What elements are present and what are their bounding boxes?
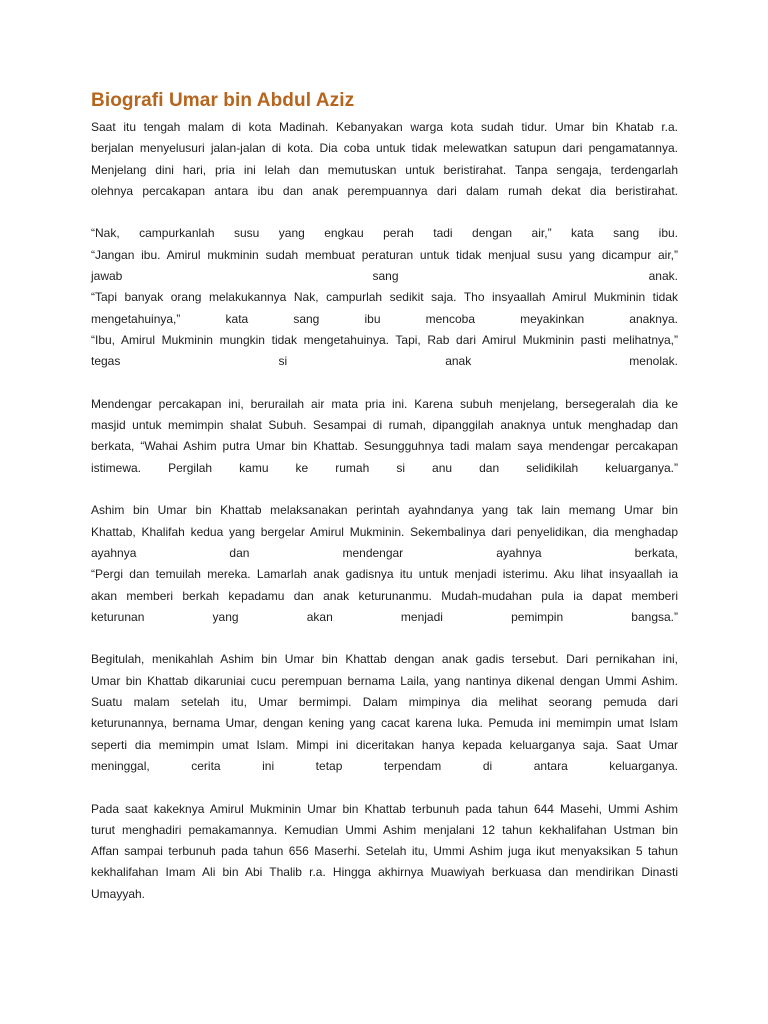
text-line: meninggal, cerita ini tetap terpendam di antara keluarganya. <box>91 758 678 773</box>
document-title: Biografi Umar bin Abdul Aziz <box>91 90 355 111</box>
text-line: keturunan yang akan menjadi pemimpin bangsa.” <box>91 609 678 624</box>
text-line: Umayyah. <box>91 886 146 901</box>
document-page <box>91 89 678 926</box>
text-line: seperti dia memimpin umat Islam. Mimpi ini diceritakan hanya kepada keluarganya saja. Saat Umar <box>91 737 678 752</box>
text-line: ayahnya dan mendengar ayahnya berkata, <box>91 545 678 560</box>
paragraph <box>91 223 678 372</box>
text-line: Saat itu tengah malam di kota Madinah. Kebanyakan warga kota sudah tidur. Umar bin Khatab r.a. <box>91 120 678 134</box>
text-line: “Nak, campurkanlah susu yang engkau perah tadi dengan air,” kata sang ibu. <box>91 226 678 241</box>
text-line: Menjelang dini hari, pria ini lelah dan memutuskan untuk beristirahat. Tanpa sengaja, terdengarlah <box>91 162 678 177</box>
text-line: mengetahuinya,” kata sang ibu mencoba meyakinkan anaknya. <box>91 311 678 326</box>
text-line: berkata, “Wahai Ashim putra Umar bin Khattab. Sesungguhnya tadi malam saya mendengar percakapan <box>91 439 678 454</box>
text-line: Pada saat kakeknya Amirul Mukminin Umar bin Khattab terbunuh pada tahun 644 Masehi, Ummi Ashim <box>91 801 678 816</box>
text-line: keturunannya, bernama Umar, dengan kening yang cacat karena luka. Pemuda ini memimpin umat Islam <box>91 716 678 731</box>
text-line: tegas si anak menolak. <box>91 354 678 369</box>
text-line: Khattab, Khalifah kedua yang bergelar Amirul Mukminin. Sekembalinya dari penyelidikan, dia menghadap <box>91 524 678 539</box>
text-line: Mendengar percakapan ini, berurailah air mata pria ini. Karena subuh menjelang, bersegeralah dia ke <box>91 396 678 411</box>
paragraph <box>91 649 678 777</box>
text-line: “Pergi dan temuilah mereka. Lamarlah anak gadisnya itu untuk menjadi isterimu. Aku lihat insyaallah ia <box>91 567 678 582</box>
text-line: kekhalifahan Imam Ali bin Abi Thalib r.a. Hingga akhirnya Muawiyah berkuasa dan mendirikan Dinasti <box>91 865 678 880</box>
paragraph <box>91 117 678 202</box>
text-line: Ashim bin Umar bin Khattab melaksanakan perintah ayahndanya yang tak lain memang Umar bin <box>91 503 678 518</box>
text-line: “Tapi banyak orang melakukannya Nak, campurlah sedikit saja. Tho insyaallah Amirul Mukminin tidak <box>91 290 678 305</box>
paragraph <box>91 394 678 479</box>
text-line: olehnya percakapan antara ibu dan anak perempuannya dari dalam rumah dekat dia beristirahat. <box>91 183 678 198</box>
text-line: Umar bin Khattab dikaruniai cucu perempuan bernama Laila, yang nantinya dikenal dengan Ummi Ashim. <box>91 673 678 688</box>
document-body <box>91 117 678 905</box>
text-line: turut menghadiri pemakamannya. Kemudian Ummi Ashim menjalani 12 tahun kekhalifahan Ustman bin <box>91 822 678 837</box>
text-line: Begitulah, menikahlah Ashim bin Umar bin Khattab dengan anak gadis tersebut. Dari pernikahan ini, <box>91 652 678 667</box>
text-line: berjalan menyelusuri jalan-jalan di kota. Dia coba untuk tidak melewatkan satupun dari pengamatannya. <box>91 141 678 156</box>
text-line: “Jangan ibu. Amirul mukminin sudah membuat peraturan untuk tidak menjual susu yang dicampur air,” <box>91 247 678 262</box>
text-line: jawab sang anak. <box>91 269 678 284</box>
text-line: istimewa. Pergilah kamu ke rumah si anu dan selidikilah keluarganya.” <box>91 460 678 475</box>
text-line: Suatu malam setelah itu, Umar bermimpi. Dalam mimpinya dia melihat seorang pemuda dari <box>91 695 678 710</box>
paragraph <box>91 500 678 628</box>
text-line: masjid untuk memimpin shalat Subuh. Sesampai di rumah, dipanggilah anaknya untuk menghadap dan <box>91 418 678 433</box>
text-line: akan memberi berkah kepadamu dan anak keturunanmu. Mudah-mudahan pula ia dapat memberi <box>91 588 678 603</box>
text-line: “Ibu, Amirul Mukminin mungkin tidak mengetahuinya. Tapi, Rab dari Amirul Mukminin pasti melihatnya,” <box>91 332 678 347</box>
text-line: Affan sampai terbunuh pada tahun 656 Maserhi. Setelah itu, Ummi Ashim juga ikut menyaksikan 5 tahun <box>91 844 678 859</box>
paragraph <box>91 799 678 905</box>
